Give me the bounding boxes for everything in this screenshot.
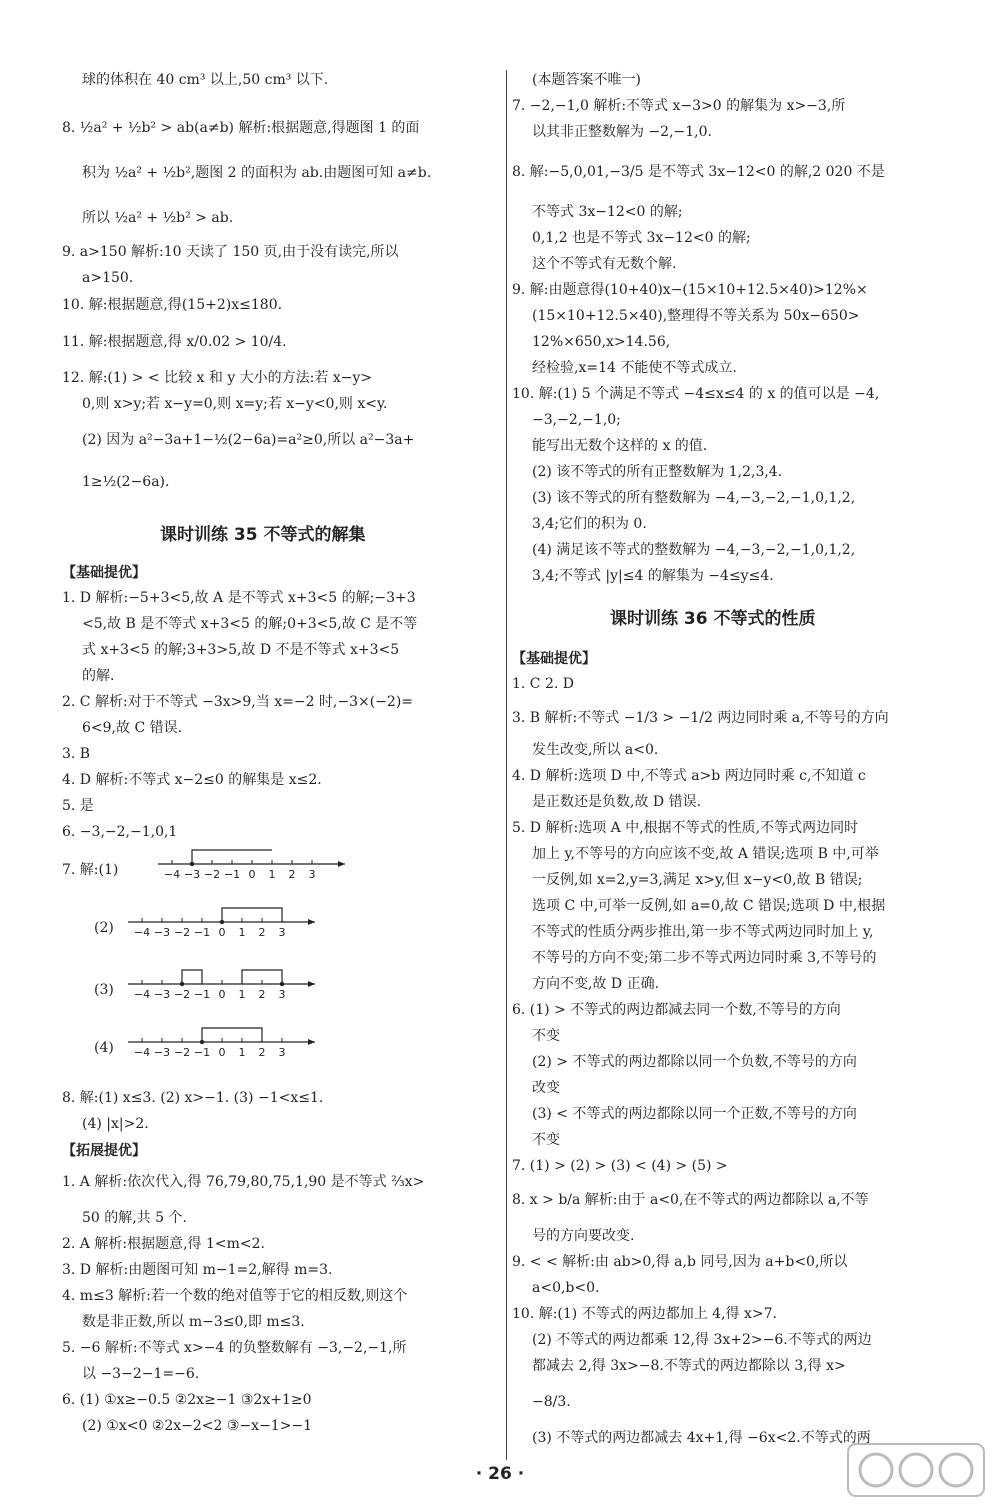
text-line: 1. D 解析:−5+3<5,故 A 是不等式 x+3<5 的解;−3+3 — [62, 590, 416, 606]
page-number: · 26 · — [475, 1464, 525, 1484]
text-line: 6. −3,−2,−1,0,1 — [62, 824, 178, 840]
section-header: 【基础提优】 — [512, 651, 596, 667]
text-line: 2. A 解析:根据题意,得 1<m<2. — [62, 1236, 265, 1252]
watermark-logo — [846, 1440, 986, 1500]
axis-arrow — [308, 981, 315, 987]
text-line: 11. 解:根据题意,得 x/0.02 > 10/4. — [62, 334, 287, 350]
text-line: 8. 解:(1) x≤3. (2) x>−1. (3) −1<x≤1. — [62, 1090, 324, 1106]
number-line-1 — [150, 844, 350, 884]
tick-label: −2 — [173, 1046, 191, 1059]
text-line: 选项 C 中,可举一反例,如 a=0,故 C 错误;选项 D 中,根据 — [532, 898, 886, 914]
tick-label: 2 — [288, 868, 296, 881]
text-line: a>150. — [82, 270, 134, 286]
text-line: (15×10+12.5×40),整理得不等关系为 50x−650> — [532, 308, 860, 324]
text-line: 7. −2,−1,0 解析:不等式 x−3>0 的解集为 x>−3,所 — [512, 98, 846, 114]
text-line: (4) |x|>2. — [82, 1116, 149, 1132]
text-line: (3) — [94, 982, 114, 998]
text-line: a<0,b<0. — [532, 1280, 600, 1296]
text-line: (2) 因为 a²−3a+1−½(2−6a)=a²≥0,所以 a²−3a+ — [82, 432, 415, 448]
text-line: (3) < 不等式的两边都除以同一个正数,不等号的方向 — [532, 1106, 857, 1122]
text-line: 号的方向要改变. — [532, 1228, 635, 1244]
text-line: 不等号的方向不变;第二步不等式两边同时乘 3,不等号的 — [532, 950, 877, 966]
tick-label: 1 — [238, 926, 246, 939]
text-line: 8. x > b/a 解析:由于 a<0,在不等式的两边都除以 a,不等 — [512, 1192, 869, 1208]
text-line: 12%×650,x>14.56, — [532, 334, 671, 350]
section-title-36: 课时训练 36 不等式的性质 — [610, 609, 816, 629]
text-line: 3. D 解析:由题图可知 m−1=2,解得 m=3. — [62, 1262, 333, 1278]
text-line: 4. m≤3 解析:若一个数的绝对值等于它的相反数,则这个 — [62, 1288, 408, 1304]
text-line: 12. 解:(1) > < 比较 x 和 y 大小的方法:若 x−y> — [62, 370, 373, 386]
text-line: 的解. — [82, 668, 115, 684]
solution-interval — [202, 1028, 262, 1042]
text-line: <5,故 B 是不等式 x+3<5 的解;0+3<5,故 C 是不等 — [82, 616, 418, 632]
text-line: 改变 — [532, 1080, 560, 1096]
text-line: 3. B — [62, 746, 91, 762]
tick-label: −2 — [173, 988, 191, 1001]
tick-label: −3 — [153, 988, 171, 1001]
text-line: 发生改变,所以 a<0. — [532, 742, 659, 758]
text-line: 球的体积在 40 cm³ 以上,50 cm³ 以下. — [82, 72, 329, 88]
endpoint-dot — [200, 1040, 204, 1044]
tick-label: 0 — [248, 868, 256, 881]
text-line: 0,则 x>y;若 x−y=0,则 x=y;若 x−y<0,则 x<y. — [82, 396, 388, 412]
text-line: 2. C 解析:对于不等式 −3x>9,当 x=−2 时,−3×(−2)= — [62, 694, 414, 710]
tick-label: 0 — [218, 988, 226, 1001]
tick-label: −1 — [223, 868, 241, 881]
endpoint-dot — [220, 920, 224, 924]
tick-label: 3 — [278, 1046, 286, 1059]
text-line: 加上 y,不等号的方向应该不变,故 A 错误;选项 B 中,可举 — [532, 846, 879, 862]
text-line: (4) — [94, 1040, 114, 1056]
text-line: 3. B 解析:不等式 −1/3 > −1/2 两边同时乘 a,不等号的方向 — [512, 710, 889, 726]
endpoint-dot — [180, 982, 184, 986]
text-line: (2) 不等式的两边都乘 12,得 3x+2>−6.不等式的两边 — [532, 1332, 872, 1348]
text-line: (本题答案不唯一) — [532, 72, 641, 88]
tick-label: 0 — [218, 1046, 226, 1059]
text-line: 3,4;它们的积为 0. — [532, 516, 647, 532]
text-line: (2) > 不等式的两边都除以同一个负数,不等号的方向 — [532, 1054, 857, 1070]
tick-label: −2 — [173, 926, 191, 939]
text-line: 7. (1) > (2) > (3) < (4) > (5) > — [512, 1158, 728, 1174]
text-line: 不变 — [532, 1028, 560, 1044]
text-line: 是正数还是负数,故 D 错误. — [532, 794, 702, 810]
text-line: 1. A 解析:依次代入,得 76,79,80,75,1,90 是不等式 ⅔x> — [62, 1174, 425, 1190]
text-line: (2) 该不等式的所有正整数解为 1,2,3,4. — [532, 464, 783, 480]
text-line: 3,4;不等式 |y|≤4 的解集为 −4≤y≤4. — [532, 568, 774, 584]
text-line: 不等式的性质分两步推出,第一步不等式两边同时加上 y, — [532, 924, 874, 940]
text-line: (3) 该不等式的所有整数解为 −4,−3,−2,−1,0,1,2, — [532, 490, 856, 506]
solution-interval — [222, 908, 282, 922]
section-header: 【拓展提优】 — [62, 1143, 146, 1159]
axis-arrow — [308, 1039, 315, 1045]
text-line: (2) — [94, 920, 114, 936]
tick-label: −4 — [133, 988, 151, 1001]
tick-label: −4 — [163, 868, 181, 881]
text-line: 不变 — [532, 1132, 560, 1148]
tick-label: 1 — [268, 868, 276, 881]
text-line: 都减去 2,得 3x>−8.不等式的两边都除以 3,得 x> — [532, 1358, 846, 1374]
text-line: 一反例,如 x=2,y=3,满足 x>y,但 x−y<0,故 B 错误; — [532, 872, 863, 888]
text-line: 5. −6 解析:不等式 x>−4 的负整数解有 −3,−2,−1,所 — [62, 1340, 407, 1356]
solution-interval — [182, 970, 202, 984]
text-line: 1. C 2. D — [512, 676, 575, 692]
tick-label: −1 — [193, 1046, 211, 1059]
tick-label: 1 — [238, 1046, 246, 1059]
text-line: 9. < < 解析:由 ab>0,得 a,b 同号,因为 a+b<0,所以 — [512, 1254, 848, 1270]
text-line: 能写出无数个这样的 x 的值. — [532, 438, 708, 454]
text-line: 方向不变,故 D 正确. — [532, 976, 660, 992]
text-line: −8/3. — [532, 1394, 571, 1410]
text-line: 1≥½(2−6a). — [82, 474, 170, 490]
tick-label: −4 — [133, 926, 151, 939]
tick-label: 1 — [238, 988, 246, 1001]
tick-label: 3 — [278, 988, 286, 1001]
number-line-2 — [120, 902, 320, 942]
tick-label: 2 — [258, 1046, 266, 1059]
text-line: 9. a>150 解析:10 天读了 150 页,由于没有读完,所以 — [62, 244, 399, 260]
text-line: (3) 不等式的两边都减去 4x+1,得 −6x<2.不等式的两 — [532, 1430, 871, 1446]
text-line: −3,−2,−1,0; — [532, 412, 621, 428]
tick-label: 2 — [258, 926, 266, 939]
tick-label: −2 — [203, 868, 221, 881]
tick-label: 2 — [258, 988, 266, 1001]
text-line: 积为 ½a² + ½b²,题图 2 的面积为 ab.由题图可知 a≠b. — [82, 165, 432, 181]
text-line: 数是非正数,所以 m−3≤0,即 m≤3. — [82, 1314, 305, 1330]
number-line-4 — [120, 1022, 320, 1062]
tick-label: 3 — [308, 868, 316, 881]
text-line: 5. 是 — [62, 798, 94, 814]
text-line: 10. 解:(1) 5 个满足不等式 −4≤x≤4 的 x 的值可以是 −4, — [512, 386, 880, 402]
number-line-3 — [120, 964, 320, 1004]
text-line: 以其非正整数解为 −2,−1,0. — [532, 124, 712, 140]
tick-label: 0 — [218, 926, 226, 939]
text-line: 所以 ½a² + ½b² > ab. — [82, 210, 234, 226]
tick-label: 3 — [278, 926, 286, 939]
text-line: 8. ½a² + ½b² > ab(a≠b) 解析:根据题意,得题图 1 的面 — [62, 120, 420, 136]
text-line: 9. 解:由题意得(10+40)x−(15×10+12.5×40)>12%× — [512, 282, 868, 298]
tick-label: −4 — [133, 1046, 151, 1059]
text-line: 7. 解:(1) — [62, 862, 119, 878]
text-line: 5. D 解析:选项 A 中,根据不等式的性质,不等式两边同时 — [512, 820, 859, 836]
text-line: 经检验,x=14 不能使不等式成立. — [532, 360, 737, 376]
column-divider — [506, 70, 507, 1460]
text-line: 这个不等式有无数个解. — [532, 256, 677, 272]
endpoint-dot — [280, 982, 284, 986]
text-line: 6. (1) ①x≥−0.5 ②2x≥−1 ③2x+1≥0 — [62, 1392, 312, 1408]
text-line: 4. D 解析:不等式 x−2≤0 的解集是 x≤2. — [62, 772, 322, 788]
text-line: 6. (1) > 不等式的两边都减去同一个数,不等号的方向 — [512, 1002, 841, 1018]
text-line: 4. D 解析:选项 D 中,不等式 a>b 两边同时乘 c,不知道 c — [512, 768, 866, 784]
text-line: (2) ①x<0 ②2x−2<2 ③−x−1>−1 — [82, 1418, 313, 1434]
text-line: 6<9,故 C 错误. — [82, 720, 183, 736]
tick-label: −1 — [193, 988, 211, 1001]
section-title-35: 课时训练 35 不等式的解集 — [160, 525, 366, 545]
text-line: 10. 解:根据题意,得(15+2)x≤180. — [62, 297, 283, 313]
section-header: 【基础提优】 — [62, 565, 146, 581]
tick-label: −3 — [153, 926, 171, 939]
text-line: 0,1,2 也是不等式 3x−12<0 的解; — [532, 230, 751, 246]
tick-label: −3 — [153, 1046, 171, 1059]
endpoint-dot — [190, 862, 194, 866]
text-line: 10. 解:(1) 不等式的两边都加上 4,得 x>7. — [512, 1306, 777, 1322]
axis-arrow — [308, 919, 315, 925]
axis-arrow — [338, 861, 345, 867]
text-line: 8. 解:−5,0,01,−3/5 是不等式 3x−12<0 的解,2 020 不是 — [512, 164, 885, 180]
text-line: 式 x+3<5 的解;3+3>5,故 D 不是不等式 x+3<5 — [82, 642, 400, 658]
text-line: (4) 满足该不等式的整数解为 −4,−3,−2,−1,0,1,2, — [532, 542, 856, 558]
tick-label: −1 — [193, 926, 211, 939]
tick-label: −3 — [183, 868, 201, 881]
text-line: 50 的解,共 5 个. — [82, 1210, 187, 1226]
text-line: 不等式 3x−12<0 的解; — [532, 204, 683, 220]
text-line: 以 −3−2−1=−6. — [82, 1366, 200, 1382]
